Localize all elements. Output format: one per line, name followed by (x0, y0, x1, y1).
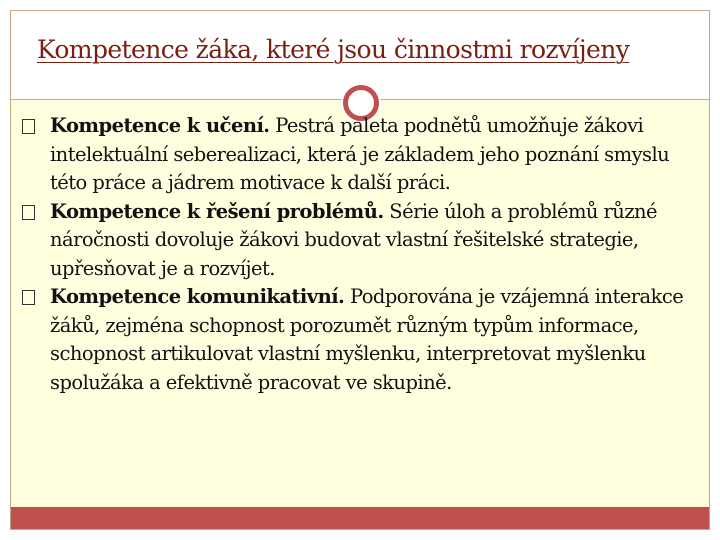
bullet-lead: Kompetence komunikativní. (50, 285, 345, 308)
bullet-lead: Kompetence k učení. (50, 114, 270, 137)
slide-title: Kompetence žáka, které jsou činnostmi rozvíjeny (37, 35, 630, 64)
bullet-list (22, 112, 692, 397)
bullet-item (22, 112, 692, 198)
bullet-lead: Kompetence k řešení problémů. (50, 199, 384, 223)
bullet-item (22, 198, 692, 284)
bullet-item (22, 283, 692, 397)
bullet-text: Pestrá paleta podnětů umožňuje žákovi intelektuální seberealizaci, která je základem jeho poznání smyslu této práce a jádrem motivace k další práci. (50, 114, 670, 194)
bullet-text: Podporována je vzájemná interakce žáků, zejména schopnost porozumět různým typům informace, schopnost artikulovat vlastní myšlenku, interpretovat myšlenku spolužáka a efektivně pracovat ve skupině. (50, 285, 684, 394)
bullet-text: Série úloh a problémů různé náročnosti dovoluje žákovi budovat vlastní řešitelské strategie, upřesňovat je a rozvíjet. (50, 199, 658, 280)
missing-glyph-box-icon (22, 198, 46, 227)
footer-bar (11, 507, 709, 529)
missing-glyph-box-icon (22, 112, 46, 141)
missing-glyph-box-icon (22, 283, 46, 312)
